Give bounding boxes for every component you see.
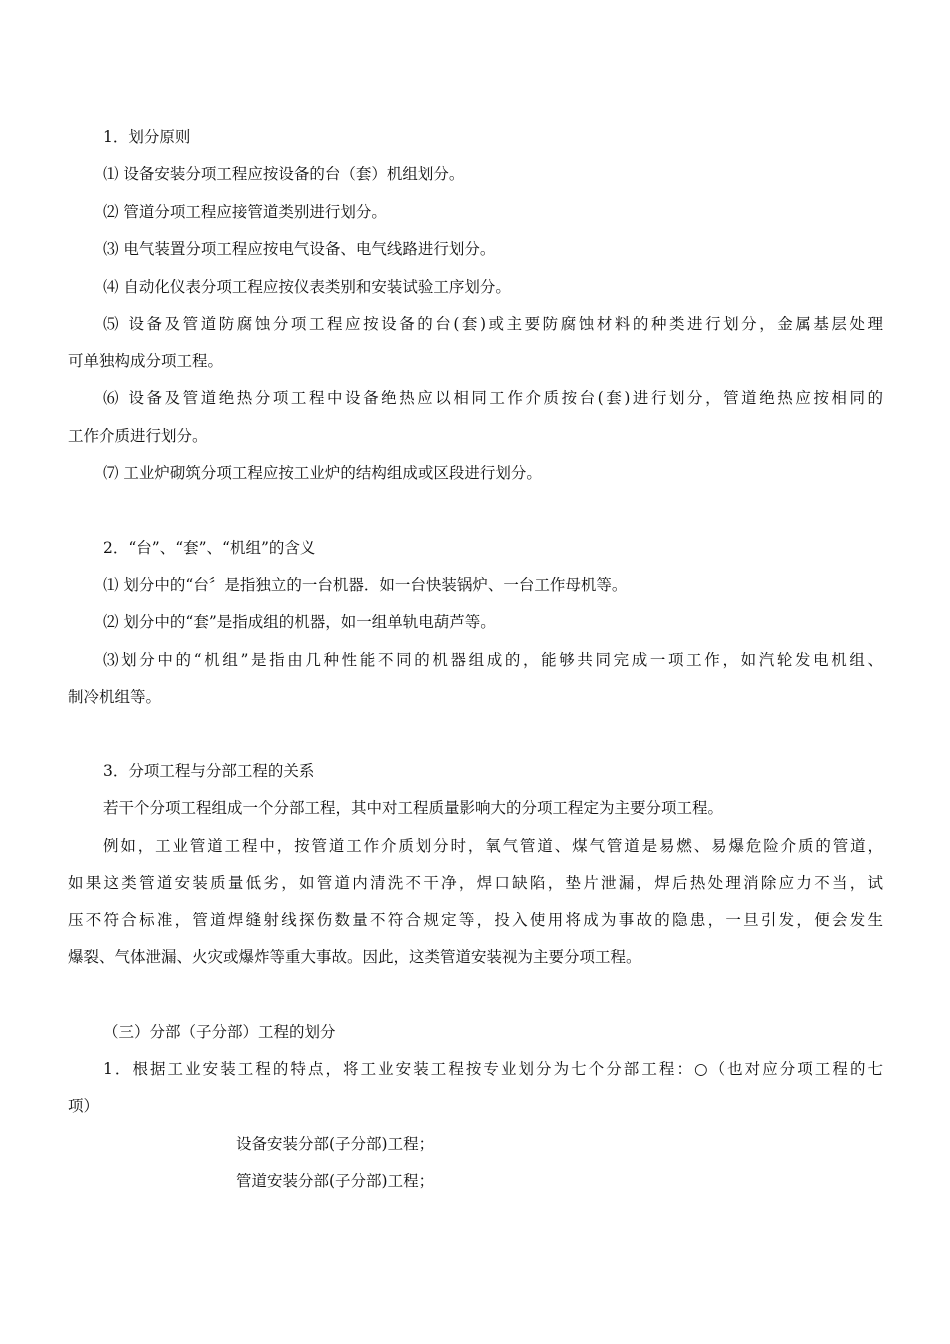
section-3-para-2-line-1: 例如，工业管道工程中，按管道工作介质划分时，氧气管道、煤气管道是易燃、易爆危险介质的管道， (103, 837, 883, 855)
section-1-item-3: ⑶ 电气装置分项工程应按电气设备、电气线路进行划分。 (103, 240, 496, 258)
section-2-item-3-line-2: 制冷机组等。 (68, 688, 162, 706)
section-1-item-5-line-1: ⑸ 设备及管道防腐蚀分项工程应按设备的台(套)或主要防腐蚀材料的种类进行划分，金属基层处理 (103, 315, 883, 333)
section-1-item-4: ⑷ 自动化仪表分项工程应按仪表类别和安装试验工序划分。 (103, 278, 511, 296)
section-3-para-2-line-4: 爆裂、气体泄漏、火灾或爆炸等重大事故。因此，这类管道安装视为主要分项工程。 (68, 948, 642, 966)
section-3-para-2-line-2: 如果这类管道安装质量低劣，如管道内清洗不干净，焊口缺陷，垫片泄漏，焊后热处理消除应力不当，试 (68, 874, 883, 892)
section-1-item-6-line-1: ⑹ 设备及管道绝热分项工程中设备绝热应以相同工作介质按台(套)进行划分，管道绝热应按相同的 (103, 389, 883, 407)
section-1-item-2: ⑵ 管道分项工程应接管道类别进行划分。 (103, 203, 387, 221)
section-2-item-1: ⑴ 划分中的“台〞是指独立的一台机器．如一台快装锅炉、一台工作母机等。 (103, 576, 628, 594)
section-2-item-3-line-1: ⑶划分中的“机组”是指由几种性能不同的机器组成的，能够共同完成一项工作，如汽轮发电机组、 (103, 651, 883, 669)
section-1-item-6-line-2: 工作介质进行划分。 (68, 427, 208, 445)
section-4-item-1-line-1: 1．根据工业安装工程的特点，将工业安装工程按专业划分为七个分部工程：○（也对应分项工程的七 (103, 1060, 883, 1078)
section-4-item-1-line-2: 项） (68, 1097, 100, 1115)
section-2-item-2: ⑵ 划分中的“套”是指成组的机器，如一组单轨电葫芦等。 (103, 613, 496, 631)
section-3-para-2-line-3: 压不符合标准，管道焊缝射线探伤数量不符合规定等，投入使用将成为事故的隐患，一旦引发，便会发生 (68, 911, 883, 929)
section-3-heading: 3．分项工程与分部工程的关系 (103, 762, 315, 780)
section-2-heading: 2．“台”、“套”、“机组”的含义 (103, 539, 316, 557)
section-1-item-5-line-2: 可单独构成分项工程。 (68, 352, 224, 370)
section-4-list-item-2: 管道安装分部(子分部)工程； (236, 1172, 435, 1190)
section-4-heading: （三）分部（子分部）工程的划分 (103, 1023, 336, 1041)
section-3-para-1: 若干个分项工程组成一个分部工程，其中对工程质量影响大的分项工程定为主要分项工程。 (103, 799, 724, 817)
section-4-list-item-1: 设备安装分部(子分部)工程； (236, 1135, 435, 1153)
section-1-item-1: ⑴ 设备安装分项工程应按设备的台（套）机组划分。 (103, 165, 465, 183)
section-1-heading: 1．划分原则 (103, 128, 191, 146)
section-1-item-7: ⑺ 工业炉砌筑分项工程应按工业炉的结构组成或区段进行划分。 (103, 464, 542, 482)
